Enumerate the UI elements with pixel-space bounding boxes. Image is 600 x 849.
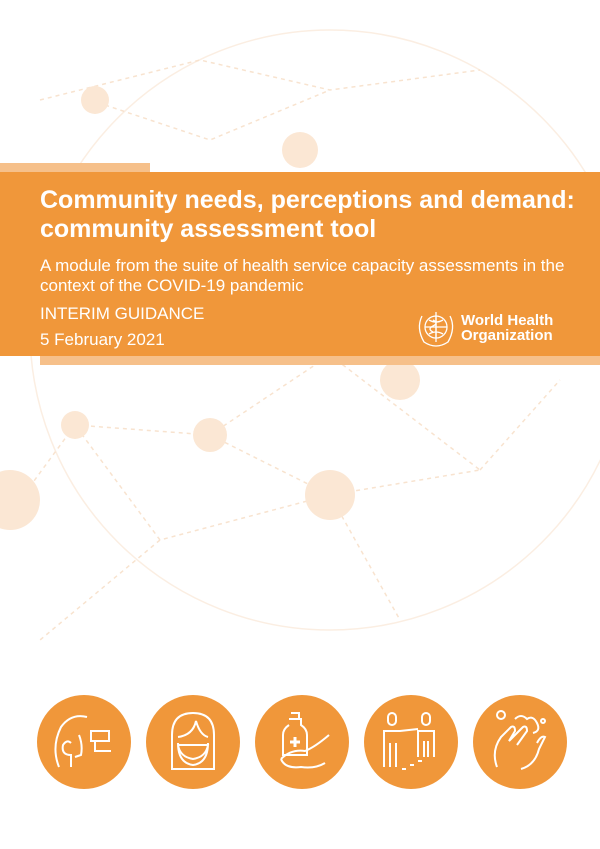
who-name-line2: Organization [461, 327, 553, 344]
document-title: Community needs, perceptions and demand: community assessment tool [40, 186, 575, 243]
title-banner [0, 172, 600, 356]
banner-accent-bottom [40, 356, 600, 365]
physical-distancing-icon [364, 695, 458, 789]
document-subtitle: A module from the suite of health service capacity assessments in the context of the COVID-19 pandemic [40, 256, 565, 295]
who-emblem-icon [415, 308, 457, 348]
who-name-line1: World Health [461, 312, 554, 329]
who-logo [415, 308, 553, 348]
face-mask-icon [146, 695, 240, 789]
temperature-check-icon [37, 695, 131, 789]
prevention-icons [37, 695, 567, 789]
hand-sanitizer-icon [255, 695, 349, 789]
hand-washing-icon [473, 695, 567, 789]
guidance-type: INTERIM GUIDANCE [40, 304, 205, 323]
publication-date: 5 February 2021 [40, 330, 165, 349]
